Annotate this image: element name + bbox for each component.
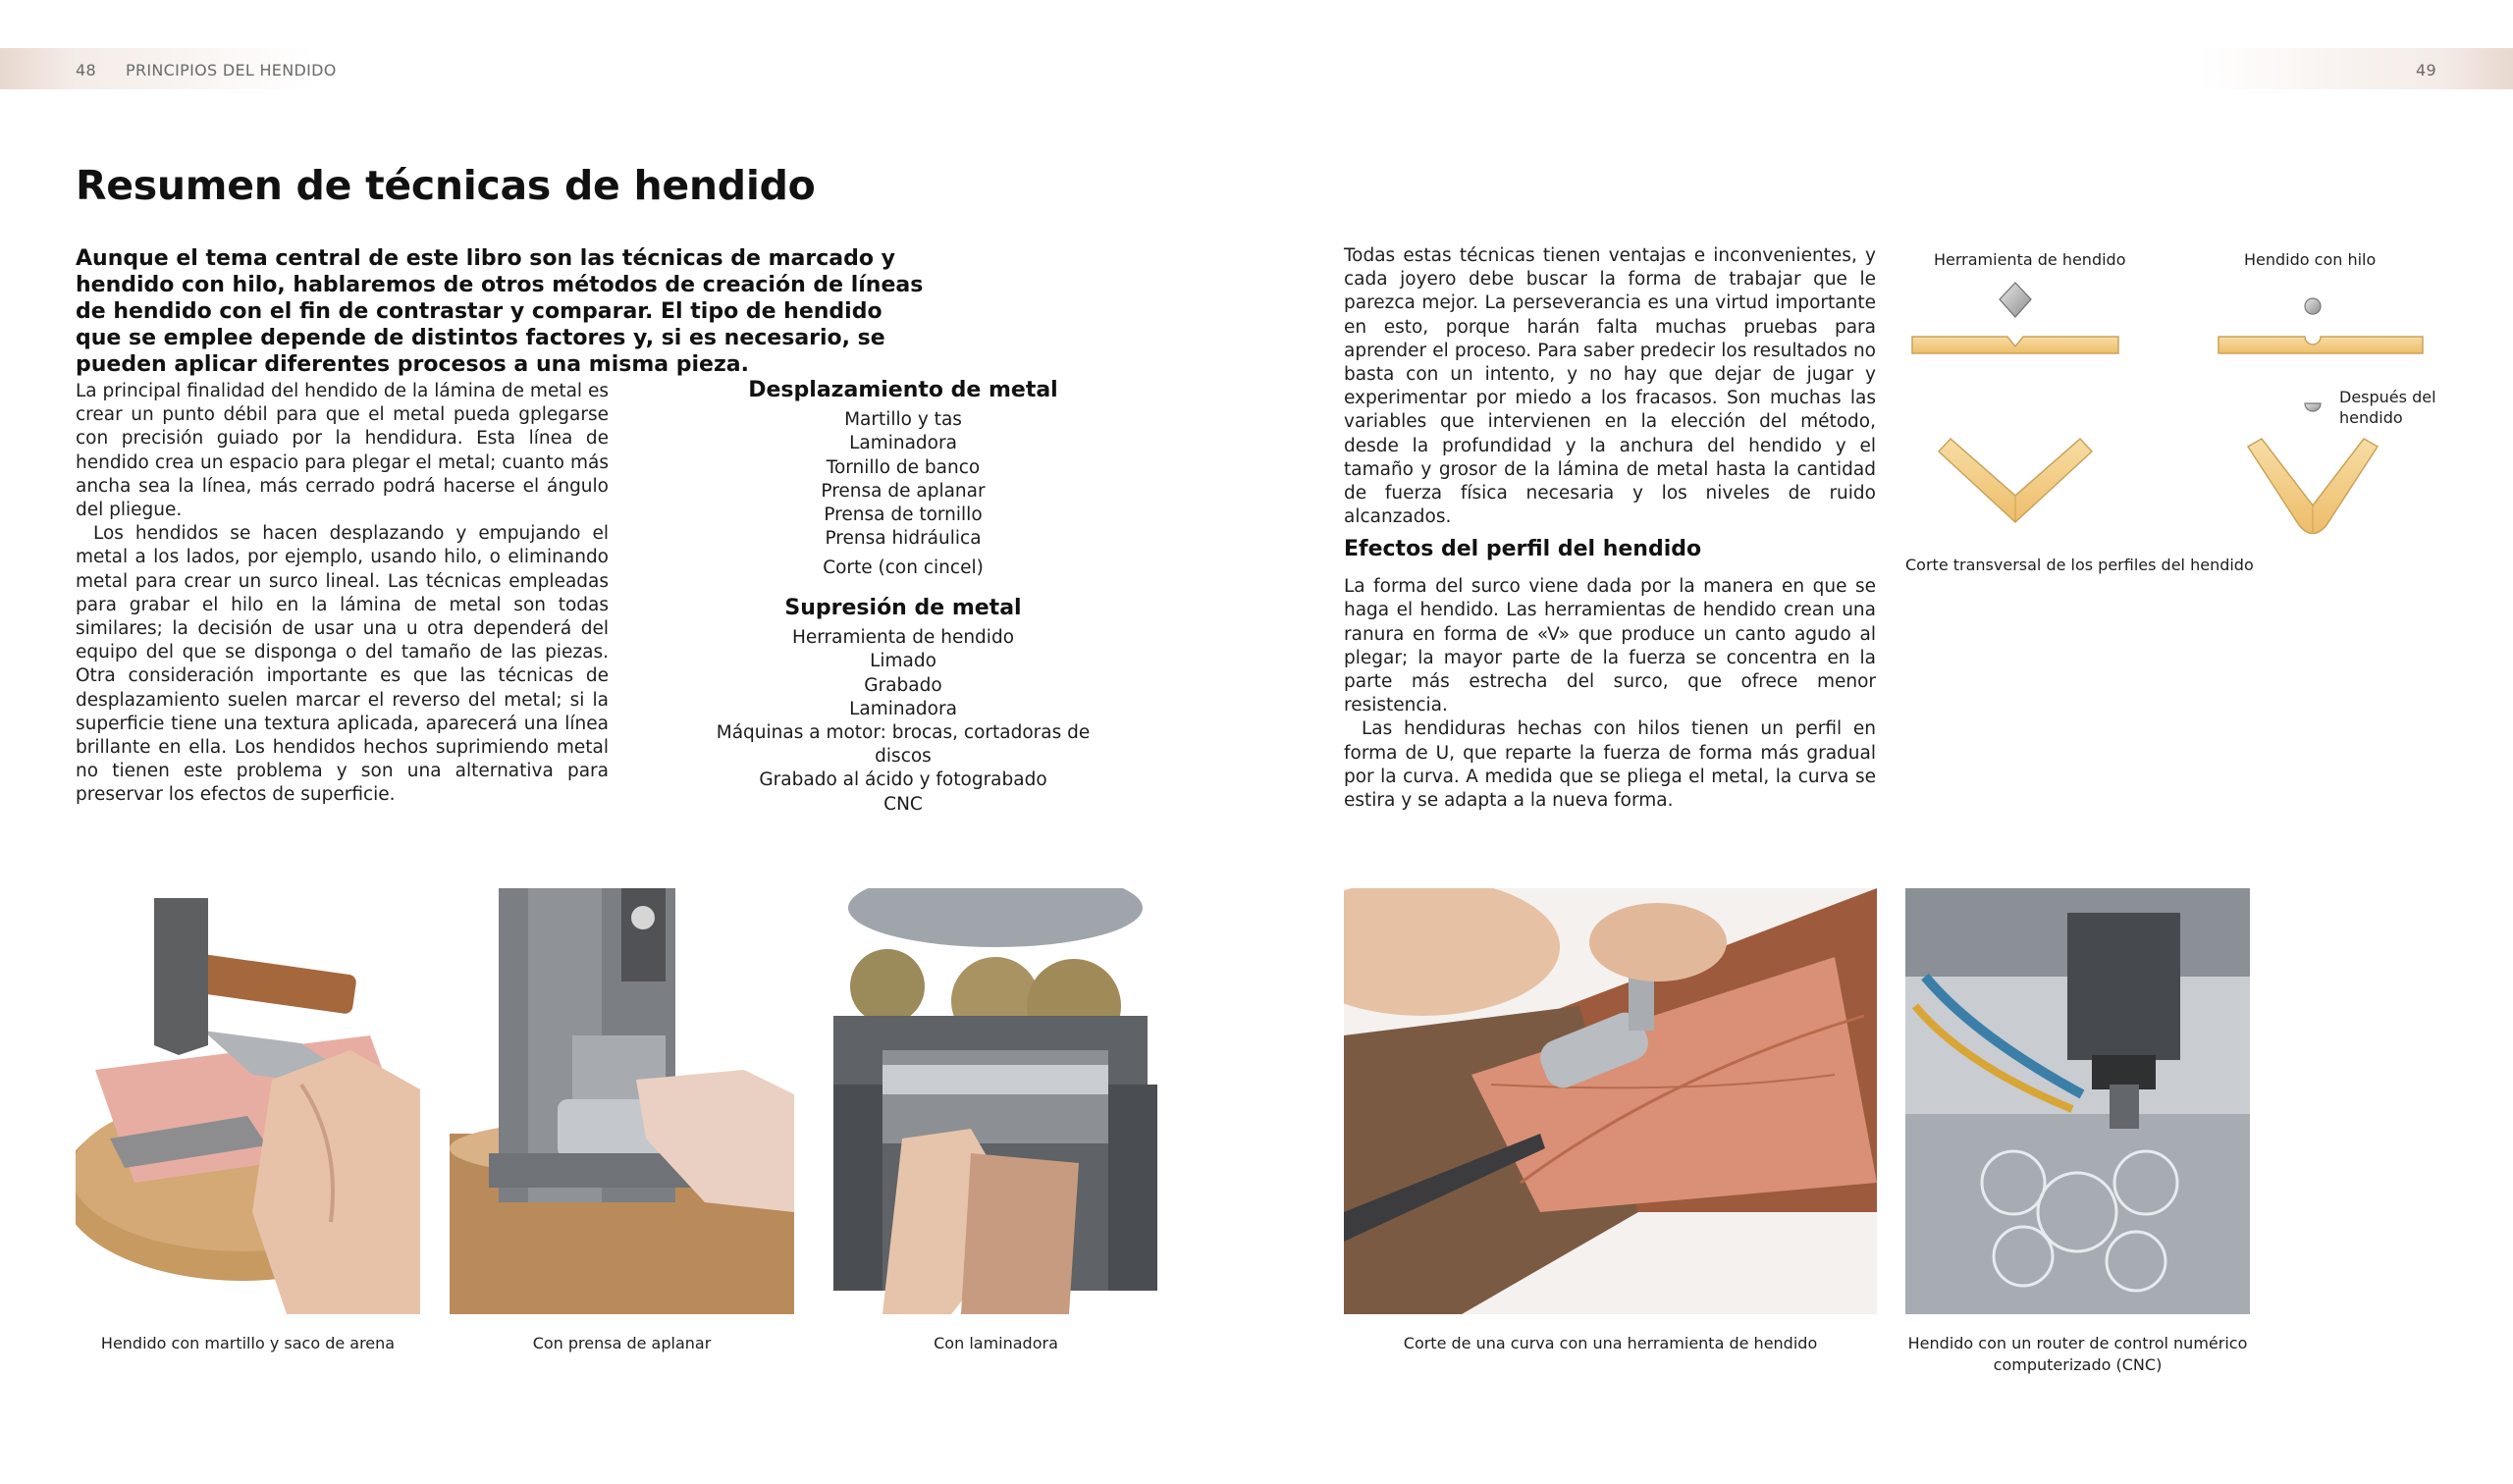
list-item: Prensa hidráulica bbox=[825, 528, 982, 550]
profile-effects-section bbox=[1344, 538, 1876, 813]
page-title: Resumen de técnicas de hendido bbox=[76, 162, 816, 209]
list-item: CNC bbox=[883, 793, 923, 815]
body-paragraph: Los hendidos se hacen desplazando y empujando el metal a los lados, por ejemplo, usando hilo, o eliminando metal para crear un surco lineal. Las técnicas empleadas para grabar el hilo en la lámina de metal son todas similares; la decisión de usar una u otra dependerá del equipo del que se disponga o del tamaño de las piezas. Otra consideración importante es que las técnicas de desplazamiento suelen marcar el reverso del metal; si la superficie tiene una textura aplicada, aparecerá una línea brillante en ella. Los hendidos hechos suprimiendo metal no tienen este problema y son una alternativa para preservar los efectos de superficie. bbox=[76, 523, 609, 806]
removal-list bbox=[687, 597, 1119, 817]
displacement-heading: Desplazamiento de metal bbox=[748, 378, 1058, 402]
photo-cnc-router bbox=[1905, 888, 2250, 1314]
section-title: PRINCIPIOS DEL HENDIDO bbox=[126, 61, 337, 80]
header-band-right bbox=[1256, 48, 2513, 89]
photo-scoring-tool-curve bbox=[1344, 888, 1877, 1314]
diagram-label-after-1: Después del bbox=[2339, 388, 2436, 406]
photo-flat-press bbox=[450, 888, 794, 1314]
diagram-label-tool: Herramienta de hendido bbox=[1934, 250, 2126, 269]
caption-scoring-tool-curve: Corte de una curva con una herramienta de hendido bbox=[1403, 1334, 1818, 1352]
list-item: Grabado al ácido y fotograbado bbox=[759, 769, 1047, 791]
left-body-column bbox=[76, 380, 609, 808]
wire-icon bbox=[2305, 298, 2321, 314]
photo-hammer-sandbag bbox=[76, 888, 420, 1314]
body-paragraph: Las hendiduras hechas con hilos tienen un perfil en forma de U, que reparte la fuerza de forma más gradual por la curva. A medida que se pliega el metal, la curva se estira y se adapta a la nueva forma. bbox=[1344, 718, 1876, 812]
caption-rolling-mill: Con laminadora bbox=[934, 1334, 1058, 1352]
v-groove-strip bbox=[1912, 337, 2118, 353]
list-item: Grabado bbox=[864, 674, 942, 696]
list-item: Prensa de tornillo bbox=[824, 504, 983, 526]
right-page-number: 49 bbox=[2416, 61, 2436, 80]
removal-heading: Supresión de metal bbox=[784, 596, 1022, 620]
left-page-number: 48 bbox=[76, 61, 96, 80]
list-item: Martillo y tas bbox=[844, 409, 962, 431]
list-item: Herramienta de hendido bbox=[791, 627, 1015, 649]
list-item: Prensa de aplanar bbox=[821, 480, 986, 502]
diagram-label-wire: Hendido con hilo bbox=[2244, 250, 2377, 269]
caption-line: computerizado (CNC) bbox=[1993, 1355, 2163, 1374]
list-item: Tornillo de banco bbox=[826, 456, 981, 478]
intro-paragraph: Aunque el tema central de este libro son las técnicas de marcado y hendido con hilo, hablaremos de otros métodos de creación de líneas de hendido con el fin de contrastar y comparar. El tipo de hendido que se emplee depende de distintos factores y, si es necesario, se pueden aplicar diferentes procesos a una misma pieza. bbox=[76, 246, 924, 377]
list-item: Corte (con cincel) bbox=[823, 557, 984, 579]
right-body-column bbox=[1344, 244, 1876, 529]
caption-flat-press: Con prensa de aplanar bbox=[532, 1334, 712, 1352]
folded-u-profile bbox=[2248, 439, 2378, 534]
list-item: Laminadora bbox=[849, 433, 957, 454]
displacement-list bbox=[687, 379, 1119, 581]
caption-line: Hendido con un router de control numérico bbox=[1907, 1334, 2248, 1352]
u-groove-strip bbox=[2219, 337, 2423, 353]
folded-v-profile bbox=[1939, 439, 2092, 522]
diagram-caption: Corte transversal de los perfiles del hendido bbox=[1905, 556, 2254, 574]
diagram-label-after-2: hendido bbox=[2339, 408, 2403, 427]
body-paragraph: La forma del surco viene dada por la manera en que se haga el hendido. Las herramientas de hendido crean una ranura en forma de «V» que produce un canto agudo al plegar; la mayor parte de la fuerza se concentra en la parte más estrecha del surco, que ofrece menor resistencia. bbox=[1344, 576, 1876, 716]
groove-profile-diagram bbox=[1895, 275, 2444, 540]
photo-rolling-mill bbox=[824, 888, 1168, 1314]
body-paragraph: Todas estas técnicas tienen ventajas e inconvenientes, y cada joyero debe buscar la forma de trabajar que le parezca mejor. La perseverancia es una virtud importante en esto, porque harán falta muchas pruebas para aprender el proceso. Para saber predecir los resultados no basta con un intento, y no hay que dejar de jugar y experimentar por miedo a los fracasos. Son muchas las variables que intervienen en la elección del método, desde la profundidad y la anchura del hendido y el tamaño y grosor de la lámina de metal hasta la cantidad de fuerza física necesaria y los niveles de ruido alcanzados. bbox=[1344, 245, 1876, 528]
after-scoring-wire-icon bbox=[2305, 403, 2321, 411]
caption-cnc-router bbox=[1905, 1333, 2250, 1376]
body-paragraph: La principal finalidad del hendido de la lámina de metal es crear un punto débil para que el metal pueda gplegarse con precisión guiado por la hendidura. Esta línea de hendido crea un espacio para plegar el metal; cuanto más ancha sea la línea, más cerrado podrá hacerse el ángulo del pliegue. bbox=[76, 381, 609, 521]
list-item: Limado bbox=[870, 651, 936, 672]
list-item: Laminadora bbox=[849, 698, 957, 719]
caption-hammer-sandbag: Hendido con martillo y saco de arena bbox=[100, 1334, 396, 1352]
profile-effects-heading: Efectos del perfil del hendido bbox=[1344, 537, 1702, 561]
list-item: Máquinas a motor: brocas, cortadoras de discos bbox=[716, 722, 1091, 768]
scoring-tool-icon bbox=[2000, 283, 2031, 317]
